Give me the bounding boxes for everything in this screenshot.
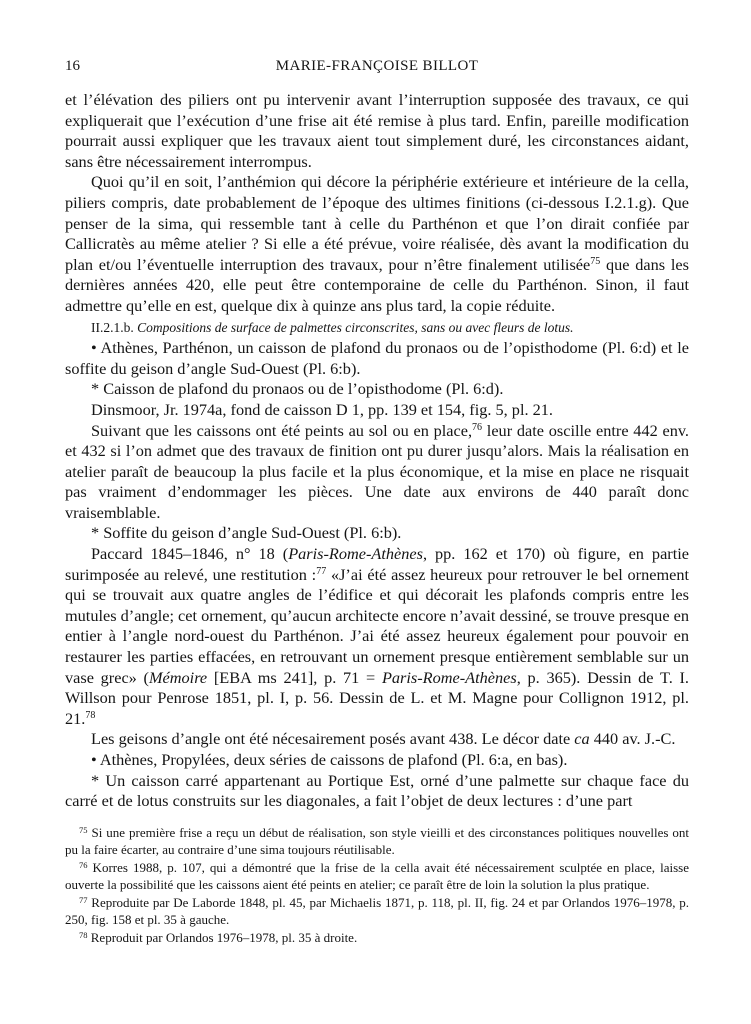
paragraph: et l’élévation des piliers ont pu intervenir avant l’interruption supposée des travaux, ce qui expliquerait que l’exécution d’une frise ait été remise à plus tard. Enfin, pareille modification pourrait aussi expliquer que les travaux aient tout simplement duré, les circonstances aidant, sans être nécessairement interrompus. [65, 90, 689, 171]
footnotes [65, 824, 689, 946]
bullet-entry: • Athènes, Parthénon, un caisson de plafond du pronaos ou de l’opisthodome (Pl. 6:d) et le soffite du geison d’angle Sud-Ouest (Pl. 6:b). [65, 338, 689, 378]
paragraph: Suivant que les caissons ont été peints au sol ou en place,$^{76}$ leur date oscille entre 442 env. et 432 si l’on admet que des travaux de finition ont pu durer jusqu’alors. Mais la réalisation en atelier paraît de beaucoup la plus facile et la plus économique, et la mise en place ne risquait pas vraiment d’endommager les pièces. Une date aux environs de 440 paraît donc vraisemblable. [65, 420, 689, 522]
page-number: 16 [65, 58, 80, 74]
footnote-number: 75 [79, 825, 88, 835]
body-text [65, 90, 689, 812]
sub-entry: * Caisson de plafond du pronaos ou de l’opisthodome (Pl. 6:d). [91, 379, 504, 399]
sub-entry: * Un caisson carré appartenant au Portique Est, orné d’une palmette sur chaque face du carré et de lotus construits sur les diagonales, a fait l’objet de deux lectures : d’une part [65, 770, 689, 811]
bullet-entry: • Athènes, Propylées, deux séries de caissons de plafond (Pl. 6:a, en bas). [91, 750, 568, 769]
footnote-ref[interactable]: 77 [316, 565, 327, 577]
footnote-ref[interactable]: 75 [590, 255, 601, 267]
footnote-ref[interactable]: 78 [85, 709, 96, 721]
page-header [65, 58, 689, 80]
footnote: $^{75}$ Si une première frise a reçu un début de réalisation, son style vieilli et des circonstances politiques nouvelles ont pu la faire écarter, au contraire d’une sima toujours réutilisable. [65, 825, 689, 858]
paragraph: Les geisons d’angle ont été nécesairement posés avant 438. Le décor date ca 440 av. J.-C. [91, 729, 676, 749]
footnote-number: 76 [79, 859, 88, 870]
paragraph: Quoi qu’il en soit, l’anthémion qui décore la périphérie extérieure et intérieure de la cella, piliers compris, date probablement de l’époque des ultimes finitions (ci-dessous I.2.1.g). Que penser de la sima, qui ressemble tant à celle du Parthénon et que l’on dirait confiée par Callicratès au même atelier ? Si elle a été prévue, voire réalisée, dès avant la modification du plan et/ou l’éventuelle interruption des travaux, pour n’être finalement utilisée$^{75}$ que dans les dernières années 420, elle peut être contemporaine de celle du Parthénon. Sinon, il faut admettre qu’elle en est, quelque dix à quinze ans plus tard, la copie réduite. [65, 172, 689, 315]
running-head: MARIE-FRANÇOISE BILLOT [275, 58, 479, 74]
footnote: $^{78}$ Reproduit par Orlandos 1976–1978, pl. 35 à droite. [79, 929, 358, 945]
sub-entry: * Soffite du geison d’angle Sud-Ouest (Pl. 6:b). [91, 523, 402, 543]
paragraph: Paccard 1845–1846, n° 18 (Paris-Rome-Athènes, pp. 162 et 170) où figure, en partie surimposée au relevé, une restitution :$^{77}$ «J’ai été assez heureux pour retrouver le bel ornement qui se trouvait aux quatre angles de l’édifice et qui décorait les plafonds compris entre les mutules d’angle; cet ornement, qu’aucun architecte encore n’avait dessiné, se trouve presque en entier à l’angle nord-ouest du Parthénon. J’ai été assez heureux également pour pouvoir en restaurer les parties effacées, en retrouvant un ornement presque entièrement semblable sur un vase grec» (Mémoire [EBA ms 241], p. 71 = Paris-Rome-Athènes, p. 365). Dessin de T. I. Willson pour Penrose 1851, pl. I, p. 56. Dessin de L. et M. Magne pour Collignon 1912, pl. 21.78 [65, 544, 690, 728]
footnote-ref[interactable]: 76 [472, 421, 483, 433]
section-heading: II.2.1.b. Compositions de surface de palmettes circonscrites, sans ou avec fleurs de lotus. [91, 319, 574, 335]
footnote: $^{77}$ Reproduite par De Laborde 1848, pl. 45, par Michaelis 1871, p. 118, pl. II, fig. 24 et par Orlandos 1976–1978, p. 250, fig. 158 et pl. 35 à gauche. [65, 894, 689, 928]
footnote: $^{76}$ Korres 1988, p. 107, qui a démontré que la frise de la cella avait été nécessairement sculptée en place, laisse ouverte la possibilité que les caissons aient été peints en atelier; ce paraît être de loin la solution la plus pratique. [65, 859, 689, 893]
footnote-number: 78 [79, 929, 88, 940]
bibliographic-reference: Dinsmoor, Jr. 1974a, fond de caisson D 1, pp. 139 et 154, fig. 5, pl. 21. [91, 399, 553, 419]
footnote-number: 77 [79, 894, 88, 905]
